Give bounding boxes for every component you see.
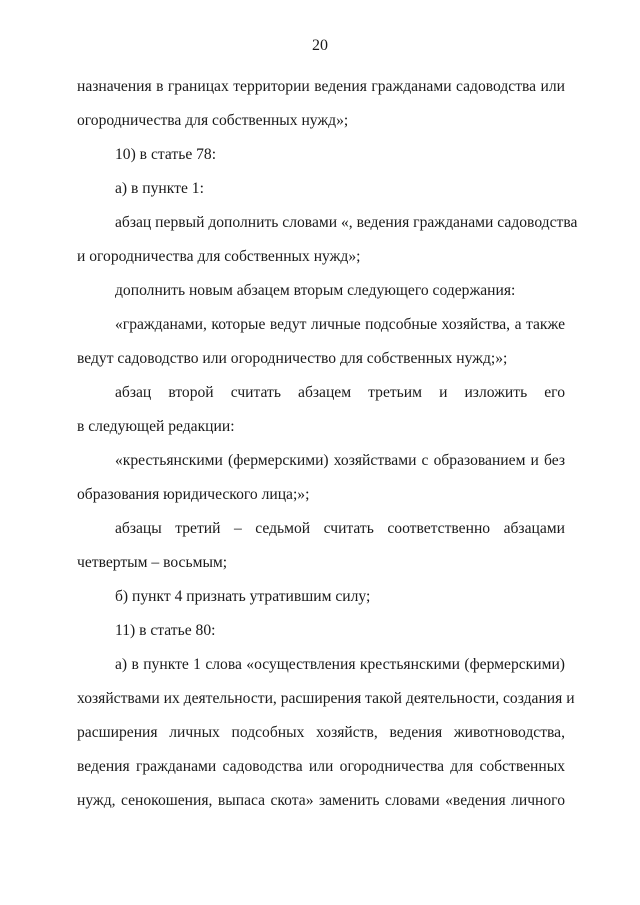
text-line: дополнить новым абзацем вторым следующего содержания: (115, 282, 516, 299)
text-line: ведения гражданами садоводства или огородничества для собственных (77, 758, 565, 775)
text-line: хозяйствами их деятельности, расширения такой деятельности, создания и (77, 690, 575, 707)
text-line: и огородничества для собственных нужд»; (77, 248, 361, 265)
text-line: б) пункт 4 признать утратившим силу; (115, 588, 371, 605)
text-line: «крестьянскими (фермерскими) хозяйствами с образованием и без (115, 452, 565, 469)
text-line: абзацы третий – седьмой считать соответственно абзацами (115, 520, 565, 537)
text-line: ведут садоводство или огородничество для собственных нужд;»; (77, 350, 508, 367)
text-line: назначения в границах территории ведения гражданами садоводства или (77, 78, 565, 95)
page-number: 20 (312, 37, 328, 54)
text-line: расширения личных подсобных хозяйств, ведения животноводства, (77, 724, 565, 741)
text-line: в следующей редакции: (77, 418, 235, 435)
text-line: «гражданами, которые ведут личные подсобные хозяйства, а также (115, 316, 565, 333)
text-line: а) в пункте 1: (115, 180, 204, 197)
text-line: огородничества для собственных нужд»; (77, 112, 349, 129)
text-line: нужд, сенокошения, выпаса скота» заменить словами «ведения личного (77, 792, 565, 809)
text-line: четвертым – восьмым; (77, 554, 228, 571)
document-body (77, 76, 578, 824)
text-line: образования юридического лица;»; (77, 486, 310, 503)
text-line: а) в пункте 1 слова «осуществления крестьянскими (фермерскими) (115, 656, 565, 673)
text-line: абзац второй считать абзацем третьим и изложить его (115, 384, 565, 401)
text-line: абзац первый дополнить словами «, ведения гражданами садоводства (115, 214, 578, 231)
text-line: 10) в статье 78: (115, 146, 217, 163)
text-line: 11) в статье 80: (115, 622, 216, 639)
